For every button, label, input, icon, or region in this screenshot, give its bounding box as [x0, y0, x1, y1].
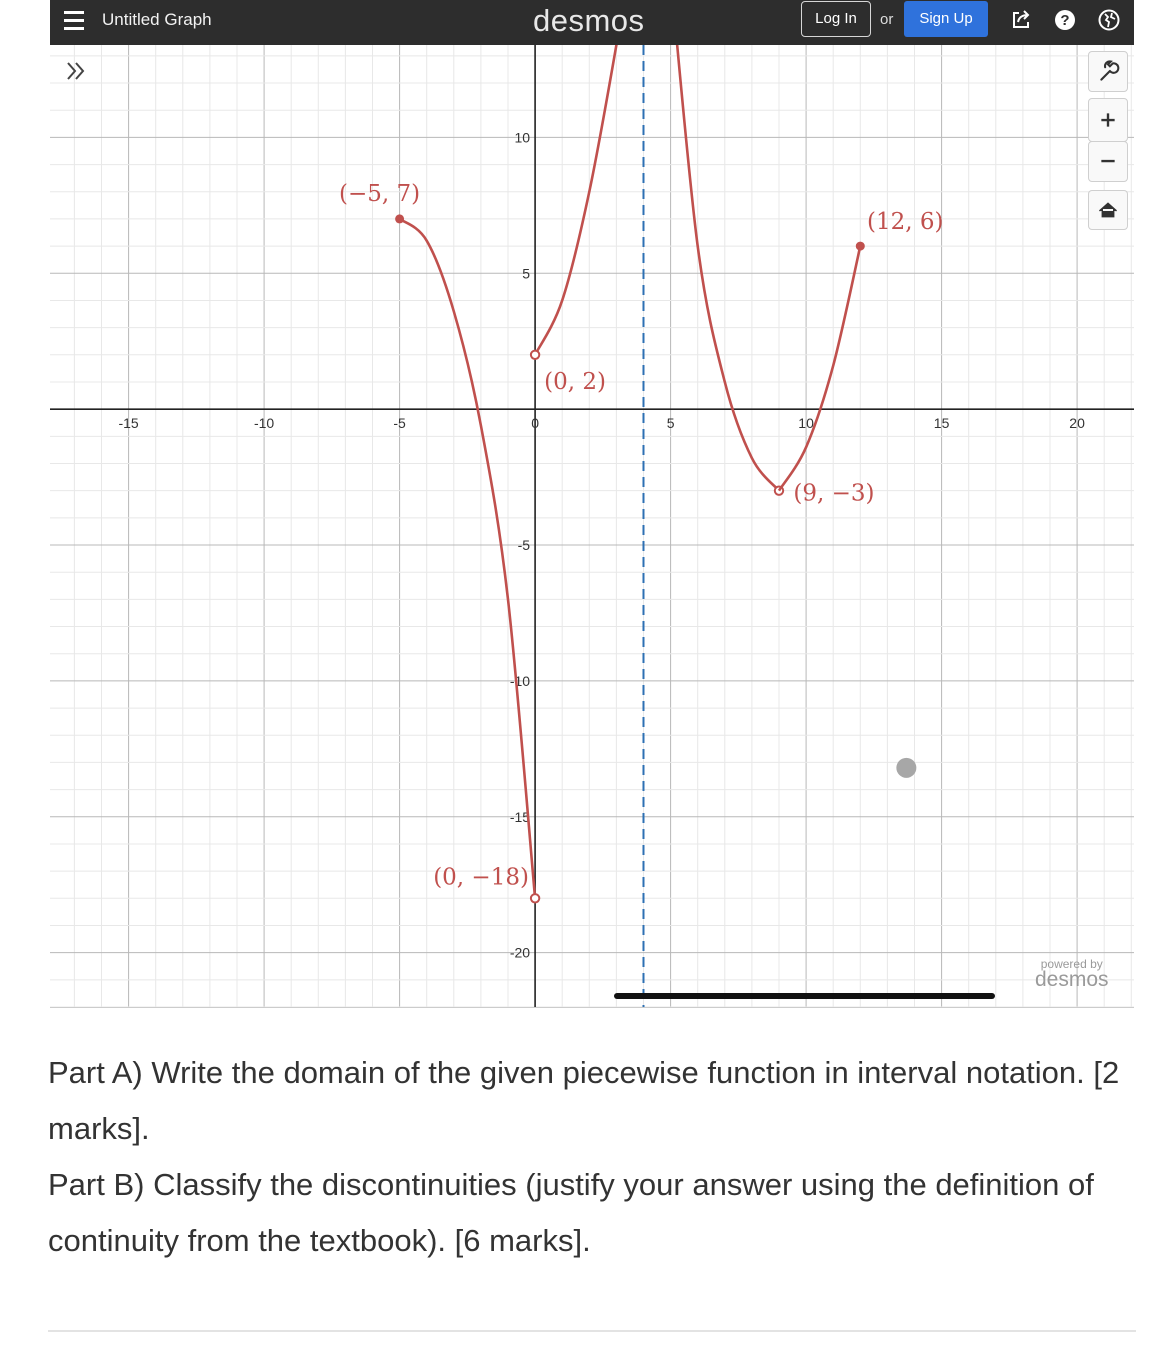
powered-by-watermark	[1035, 957, 1109, 992]
globe-icon[interactable]	[1097, 8, 1121, 32]
watermark-small-text: powered by	[1040, 957, 1103, 971]
x-tick-label: 10	[798, 415, 814, 432]
closed-endpoint	[395, 214, 404, 223]
watermark-logo: desmos	[1035, 968, 1109, 991]
zoom-out-icon[interactable]	[1088, 141, 1128, 182]
question-text	[48, 1045, 1138, 1269]
point-label: (9, −3)	[793, 480, 875, 507]
graph-canvas[interactable]	[50, 45, 1134, 1007]
share-icon[interactable]	[1009, 8, 1033, 32]
zoom-in-icon[interactable]	[1088, 98, 1128, 142]
or-label: or	[880, 11, 894, 28]
point-label: (0, 2)	[544, 368, 607, 395]
point-label: (0, −18)	[433, 864, 529, 891]
divider	[48, 1330, 1136, 1332]
x-tick-label: 15	[933, 415, 950, 432]
question-part-b: Part B) Classify the discontinuities (justify your answer using the definition of continuity from the textbook). [6 marks].	[48, 1167, 1094, 1258]
point-label: (−5, 7)	[339, 180, 421, 207]
brand-logo: desmos	[533, 3, 645, 38]
menu-icon[interactable]	[64, 11, 84, 33]
expand-list-icon[interactable]	[63, 58, 89, 84]
y-tick-label: 10	[514, 129, 531, 146]
question-part-a: Part A) Write the domain of the given piecewise function in interval notation. [2 marks].	[48, 1055, 1120, 1146]
y-tick-label: 5	[522, 265, 531, 282]
function-curve-piece-2	[535, 45, 627, 355]
closed-endpoint	[856, 242, 865, 251]
login-button[interactable]: Log In	[801, 1, 871, 37]
graph-title[interactable]: Untitled Graph	[102, 10, 212, 29]
graph-paper[interactable]	[50, 45, 1134, 1008]
wrench-icon[interactable]	[1088, 51, 1128, 92]
top-bar	[50, 0, 1134, 45]
x-tick-label: 20	[1069, 415, 1085, 432]
y-tick-label: -20	[509, 944, 531, 961]
point-label: (12, 6)	[867, 209, 944, 236]
y-tick-label: -10	[509, 672, 531, 689]
open-endpoint	[531, 894, 539, 902]
signup-button[interactable]: Sign Up	[904, 1, 988, 37]
x-tick-label: -5	[393, 415, 406, 432]
help-icon[interactable]	[1053, 8, 1077, 32]
x-tick-label: -10	[253, 415, 275, 432]
function-curve-piece-4	[779, 246, 860, 491]
y-tick-label: -15	[509, 808, 531, 825]
y-tick-label: -5	[517, 537, 531, 554]
x-tick-label: 0	[531, 415, 539, 432]
open-endpoint	[531, 351, 539, 359]
svg-text:?: ?	[1060, 12, 1070, 29]
x-tick-label: 5	[666, 415, 675, 432]
function-curve-piece-1	[400, 219, 535, 898]
x-tick-label: -15	[118, 415, 139, 432]
home-indicator-bar	[614, 993, 995, 999]
home-icon[interactable]	[1088, 190, 1128, 230]
cursor-dot	[896, 758, 916, 778]
